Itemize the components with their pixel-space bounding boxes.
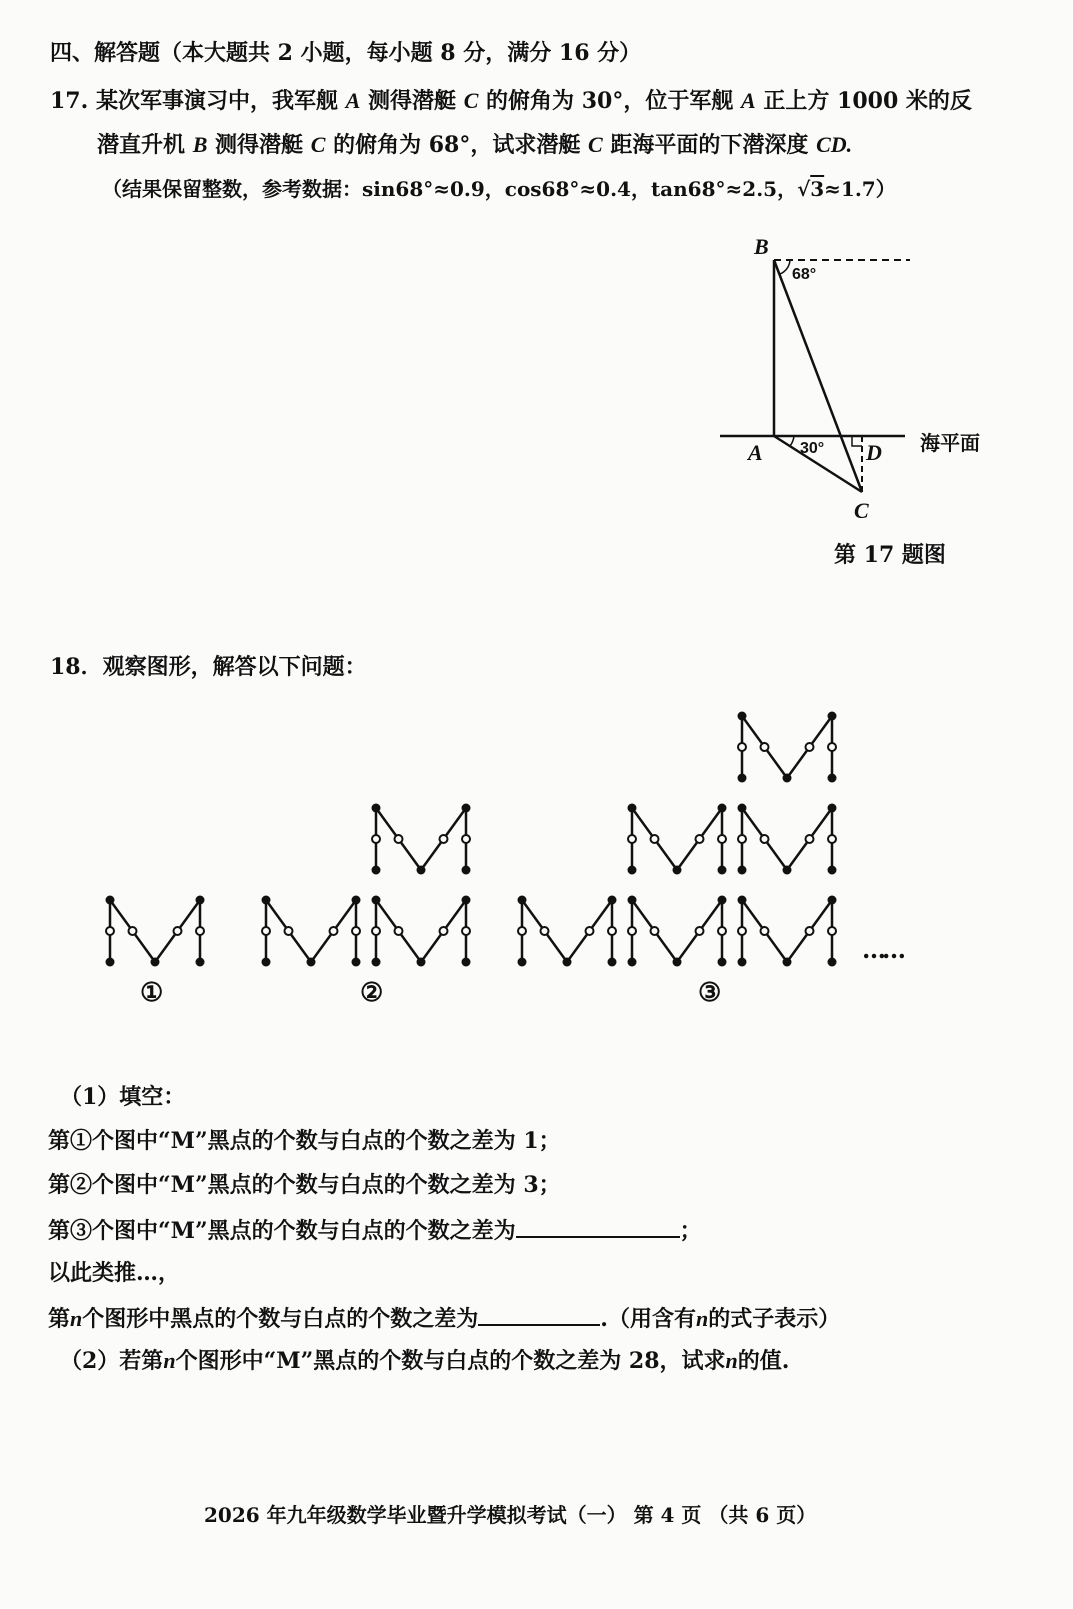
white-dot [440,835,448,843]
black-dot [783,774,792,783]
page-footer: 2026 年九年级数学毕业暨升学模拟考试（一） 第 4 页 （共 6 页） [204,1503,817,1527]
sqrt-symbol: √ [797,177,811,201]
black-dot [262,958,271,967]
black-dot [718,896,727,905]
white-dot [628,927,636,935]
black-dot [462,896,471,905]
black-dot [462,866,471,875]
part1-line-3: 第③个图中“M”黑点的个数与白点的个数之差为 ； [48,1214,702,1246]
black-dot [417,866,426,875]
black-dot [372,896,381,905]
white-dot [696,835,704,843]
black-dot [608,958,617,967]
white-dot [761,743,769,751]
figure-label-3: ③ [698,978,722,1008]
white-dot [738,927,746,935]
part1-line-5: 第n个图形中黑点的个数与白点的个数之差为 .（用含有n的式子表示） [48,1302,840,1334]
part1-line-4: 以此类推…， [48,1260,181,1286]
white-dot [174,927,182,935]
white-dot [395,835,403,843]
black-dot [738,804,747,813]
black-dot [518,896,527,905]
m-figures [0,700,1073,1000]
white-dot [462,927,470,935]
figure-17-caption: 第 17 题图 [834,542,946,568]
label-b: B [754,234,769,259]
label-a: A [748,440,763,465]
white-dot [440,927,448,935]
black-dot [738,896,747,905]
white-dot [806,927,814,935]
white-dot [718,835,726,843]
figure-17 [700,230,1020,580]
black-dot [738,712,747,721]
black-dot [106,958,115,967]
black-dot [828,866,837,875]
answer-blank-1[interactable] [516,1214,680,1238]
q17-line-3: （结果保留整数，参考数据：sin68°≈0.9，cos68°≈0.4，tan68°≈2.5，√3≈1.7） [102,177,896,201]
white-dot [761,835,769,843]
white-dot [196,927,204,935]
black-dot [372,804,381,813]
label-c: C [854,498,869,523]
white-dot [586,927,594,935]
white-dot [541,927,549,935]
black-dot [673,866,682,875]
white-dot [129,927,137,935]
figure-label-2: ② [360,978,384,1008]
ellipsis: …… [862,935,902,964]
white-dot [518,927,526,935]
angle-30-label: 30° [800,440,825,457]
white-dot [828,743,836,751]
black-dot [151,958,160,967]
white-dot [651,927,659,935]
white-dot [262,927,270,935]
black-dot [673,958,682,967]
white-dot [372,835,380,843]
black-dot [828,804,837,813]
white-dot [651,835,659,843]
white-dot [352,927,360,935]
q18-intro: 18．观察图形，解答以下问题： [50,654,367,680]
black-dot [417,958,426,967]
black-dot [718,958,727,967]
black-dot [738,774,747,783]
part1-heading: （1）填空： [60,1084,186,1110]
black-dot [518,958,527,967]
white-dot [738,835,746,843]
answer-blank-2[interactable] [478,1302,600,1326]
q17-line-2: 潜直升机 B 测得潜艇 C 的俯角为 68°，试求潜艇 C 距海平面的下潜深度 CD. [97,132,853,158]
black-dot [828,712,837,721]
part2-line: （2）若第n个图形中“M”黑点的个数与白点的个数之差为 28，试求n的值. [60,1348,790,1374]
sea-level-label: 海平面 [920,431,980,455]
black-dot [563,958,572,967]
black-dot [352,896,361,905]
label-d: D [866,440,882,465]
black-dot [372,958,381,967]
white-dot [806,835,814,843]
black-dot [738,866,747,875]
black-dot [828,958,837,967]
black-dot [828,896,837,905]
black-dot [738,958,747,967]
black-dot [462,958,471,967]
black-dot [783,958,792,967]
white-dot [285,927,293,935]
black-dot [196,958,205,967]
white-dot [718,927,726,935]
black-dot [628,804,637,813]
black-dot [628,896,637,905]
white-dot [608,927,616,935]
white-dot [372,927,380,935]
black-dot [352,958,361,967]
black-dot [608,896,617,905]
part1-line-1: 第①个图中“M”黑点的个数与白点的个数之差为 1； [48,1128,561,1154]
white-dot [696,927,704,935]
q17-line-1: 17. 某次军事演习中，我军舰 A 测得潜艇 C 的俯角为 30°，位于军舰 A 正上方 1000 米的反 [50,88,972,114]
angle-arc-68 [780,260,790,274]
black-dot [372,866,381,875]
black-dot [628,866,637,875]
white-dot [738,743,746,751]
black-dot [262,896,271,905]
angle-68-label: 68° [792,266,817,283]
q17-number: 17. [50,88,89,114]
right-angle-mark [852,436,862,446]
black-dot [718,804,727,813]
black-dot [462,804,471,813]
white-dot [806,743,814,751]
black-dot [718,866,727,875]
white-dot [828,927,836,935]
white-dot [628,835,636,843]
white-dot [395,927,403,935]
white-dot [462,835,470,843]
white-dot [106,927,114,935]
black-dot [828,774,837,783]
black-dot [628,958,637,967]
figure-label-1: ① [140,978,164,1008]
angle-arc-30 [790,436,794,446]
black-dot [307,958,316,967]
white-dot [761,927,769,935]
section-title: 四、解答题（本大题共 2 小题，每小题 8 分，满分 16 分） [50,40,642,66]
white-dot [330,927,338,935]
white-dot [828,835,836,843]
part1-line-2: 第②个图中“M”黑点的个数与白点的个数之差为 3； [48,1172,561,1198]
black-dot [106,896,115,905]
black-dot [783,866,792,875]
black-dot [196,896,205,905]
